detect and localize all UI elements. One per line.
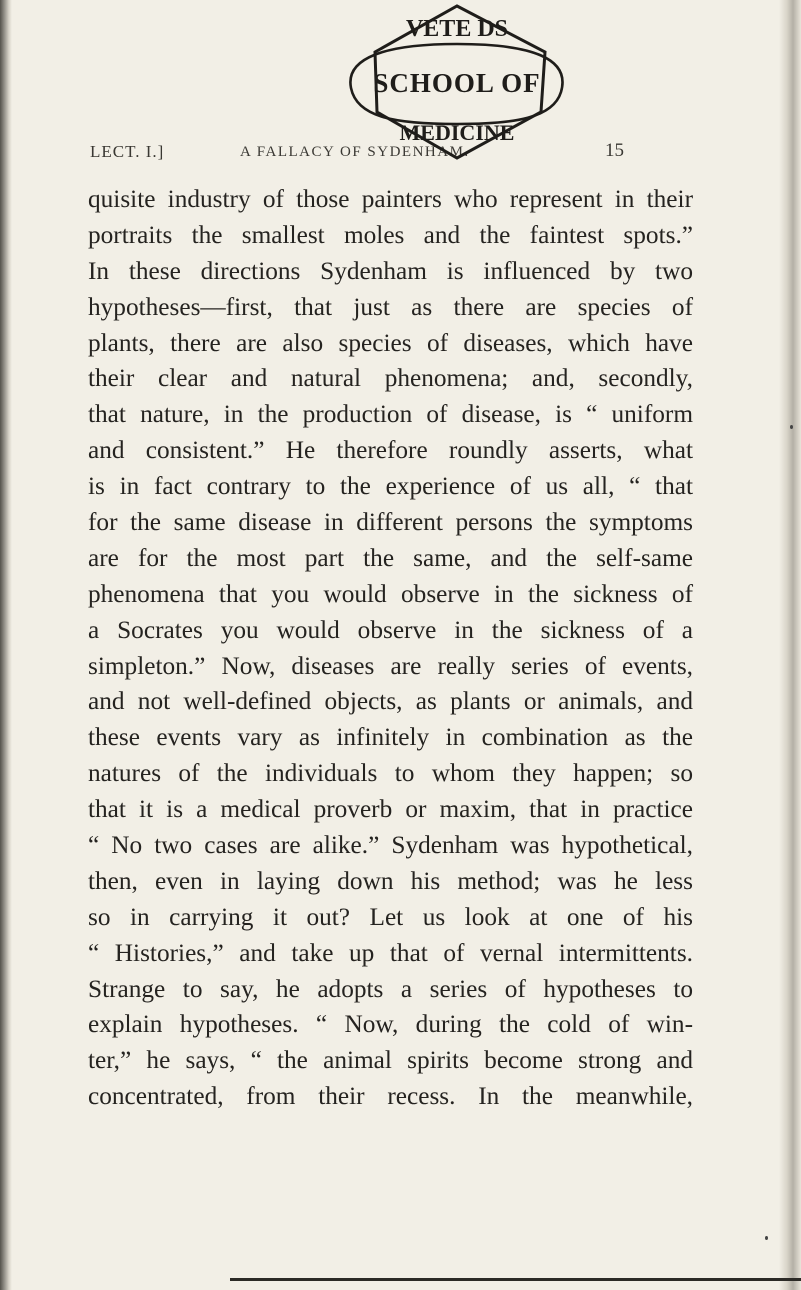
text-line: these events vary as infinitely in combination as the xyxy=(88,723,693,752)
running-head-lecture: LECT. I.] xyxy=(90,142,165,161)
text-line: that it is a medical proverb or maxim, that in practice xyxy=(88,795,693,824)
text-line: then, even in laying down his method; was he less xyxy=(88,866,693,895)
page-left-edge xyxy=(0,0,12,1290)
text-line: phenomena that you would observe in the sickness of xyxy=(88,579,693,608)
text-line: plants, there are also species of diseases, which have xyxy=(88,328,693,357)
page-bottom-edge xyxy=(230,1278,801,1281)
ink-speck xyxy=(765,1236,768,1240)
text-line: ter,” he says, “ the animal spirits become strong and xyxy=(88,1046,693,1075)
stamp-text-bottom: MEDICINE xyxy=(399,120,515,145)
page-right-edge xyxy=(779,0,801,1290)
page-body-text xyxy=(88,182,693,1115)
text-line: so in carrying it out? Let us look at one of his xyxy=(88,902,693,931)
text-line: their clear and natural phenomena; and, secondly, xyxy=(88,364,693,393)
page-header xyxy=(0,0,801,180)
text-line: and consistent.” He therefore roundly asserts, what xyxy=(88,436,693,465)
text-line: hypotheses—first, that just as there are species of xyxy=(88,292,693,321)
text-line: Strange to say, he adopts a series of hypotheses to xyxy=(88,974,693,1003)
text-line: concentrated, from their recess. In the meanwhile, xyxy=(88,1082,693,1111)
stamp-text-middle: SCHOOL OF xyxy=(373,68,541,98)
page-number: 15 xyxy=(605,140,624,161)
text-line: portraits the smallest moles and the faintest spots.” xyxy=(88,220,693,249)
text-line: are for the most part the same, and the self-same xyxy=(88,543,693,572)
text-line: simpleton.” Now, diseases are really series of events, xyxy=(88,651,693,680)
text-line: In these directions Sydenham is influenced by two xyxy=(88,256,693,285)
text-line: that nature, in the production of disease, is “ uniform xyxy=(88,400,693,429)
text-line: “ Histories,” and take up that of vernal intermittents. xyxy=(88,938,693,967)
ink-speck xyxy=(790,425,793,429)
text-line: “ No two cases are alike.” Sydenham was hypothetical, xyxy=(88,831,693,860)
text-line: and not well-defined objects, as plants or animals, and xyxy=(88,687,693,716)
text-line: for the same disease in different persons the symptoms xyxy=(88,508,693,537)
text-line: quisite industry of those painters who represent in their xyxy=(88,185,693,213)
text-line: natures of the individuals to whom they happen; so xyxy=(88,759,693,788)
text-line: a Socrates you would observe in the sickness of a xyxy=(88,615,693,644)
text-line: explain hypotheses. “ Now, during the cold of win- xyxy=(88,1010,693,1039)
stamp-text-top: VETE DS xyxy=(405,16,509,42)
running-head-title: A FALLACY OF SYDENHAM. xyxy=(240,144,470,160)
text-line: is in fact contrary to the experience of us all, “ that xyxy=(88,472,693,501)
library-stamp xyxy=(335,0,580,165)
